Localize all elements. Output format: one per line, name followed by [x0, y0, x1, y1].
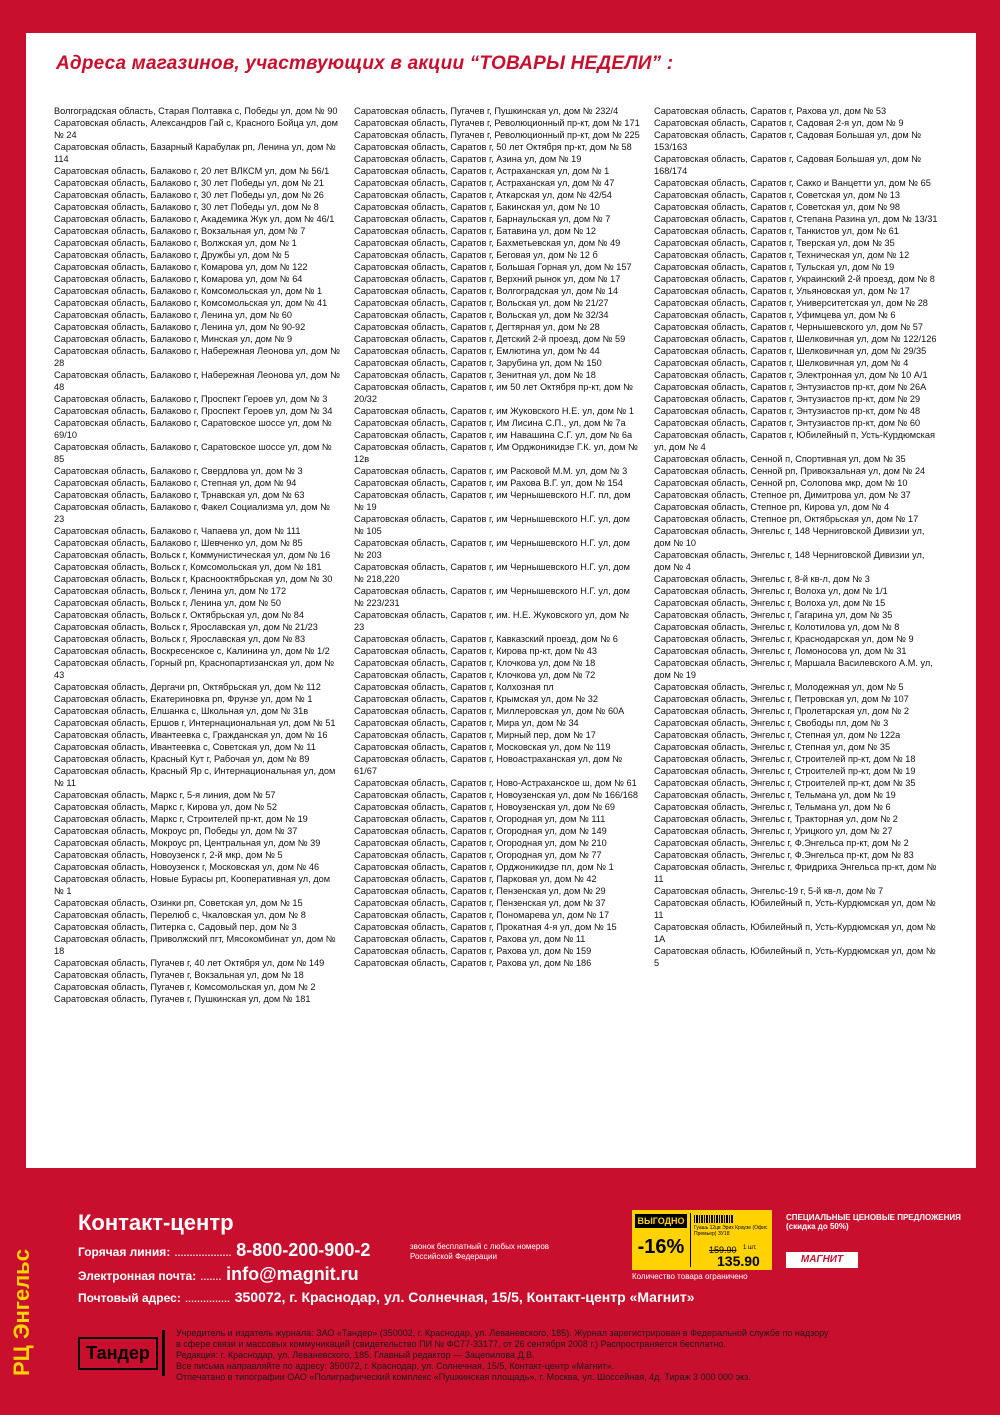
store-address: Саратовская область, Энгельс г, Строителей пр-кт, дом № 19 [654, 766, 916, 776]
promo-new-price: 135.90 [717, 1253, 760, 1269]
hotline-row [78, 1240, 370, 1261]
store-address: Саратовская область, Саратов г, Энтузиастов пр-кт, дом № 29 [654, 394, 921, 404]
store-address: Саратовская область, Горный рп, Краснопартизанская ул, дом № 43 [54, 658, 335, 680]
store-address: Саратовская область, Пугачев г, 40 лет Октября ул, дом № 149 [54, 958, 325, 968]
store-address: Саратовская область, Саратов г, Шелковичная ул, дом № 122/126 [654, 334, 937, 344]
postal-label: Почтовый адрес: [78, 1291, 181, 1305]
store-address: Саратовская область, Саратов г, Тверская ул, дом № 35 [654, 238, 895, 248]
store-address: Саратовская область, Вольск г, Ленина ул, дом № 172 [54, 586, 287, 596]
store-address: Саратовская область, Саратов г, Рахова ул, дом № 53 [654, 106, 887, 116]
address-panel [26, 33, 976, 1168]
store-address: Саратовская область, Саратов г, Тульская ул, дом № 19 [654, 262, 895, 272]
page-title: Адреса магазинов, участвующих в акции “ТОВАРЫ НЕДЕЛИ” : [56, 53, 674, 74]
store-address: Саратовская область, Балаково г, 30 лет Победы ул, дом № 8 [54, 202, 319, 212]
store-address: Саратовская область, Энгельс г, Молодежная ул, дом № 5 [654, 682, 904, 692]
store-address: Саратовская область, Саратов г, им Чернышевского Н.Г. пл, дом № 19 [354, 490, 631, 512]
postal-dots: ............... [185, 1294, 231, 1304]
promo-caption: Количество товара ограничено [632, 1272, 748, 1281]
store-address: Саратовская область, Красный Кут г, Рабочая ул, дом № 89 [54, 754, 310, 764]
email-link[interactable]: info@magnit.ru [226, 1264, 359, 1284]
store-address: Саратовская область, Вольск г, Ярославская ул, дом № 83 [54, 634, 306, 644]
store-address: Саратовская область, Юбилейный п, Усть-Курдюмская ул, дом № 11 [654, 898, 936, 920]
price-tag-right [690, 1213, 770, 1267]
price-tag-sample [632, 1210, 772, 1270]
store-address: Саратовская область, Балаково г, 30 лет Победы ул, дом № 26 [54, 190, 324, 200]
hotline-phone[interactable]: 8-800-200-900-2 [236, 1240, 371, 1260]
publisher-info [176, 1328, 976, 1383]
store-address: Саратовская область, Энгельс г, Тракторная ул, дом № 2 [654, 814, 898, 824]
store-address: Саратовская область, Саратов г, Танкистов ул, дом № 61 [654, 226, 899, 236]
store-address: Саратовская область, Саратов г, Кирова пр-кт, дом № 43 [354, 646, 597, 656]
store-address: Саратовская область, Энгельс-19 г, 5-й кв-л, дом № 7 [654, 886, 884, 896]
publisher-line: Редакция: г. Краснодар, ул. Леваневского, 185. Главный редактор — Зацепилова Д.В. [176, 1350, 535, 1360]
publisher-line: в сфере связи и массовых коммуникаций (свидетельство ПИ № ФС77-33177, от 26 сентября 2008 г.) Распространяется бесплатно. [176, 1339, 726, 1349]
store-address: Саратовская область, Энгельс г, 8-й кв-л, дом № 3 [654, 574, 870, 584]
store-address: Саратовская область, Балаково г, Минская ул, дом № 9 [54, 334, 293, 344]
store-address: Саратовская область, Саратов г, Огородная ул, дом № 77 [354, 850, 602, 860]
store-address: Саратовская область, Энгельс г, Волоха ул, дом № 1/1 [654, 586, 888, 596]
publisher-line: Все письма направляйте по адресу: 350072, г. Краснодар, ул. Солнечная, 15/5, Контакт-центр «Магнит». [176, 1361, 614, 1371]
store-address: Саратовская область, Саратов г, Новоузенская ул, дом № 69 [354, 802, 615, 812]
store-address: Саратовская область, Балаково г, Саратовское шоссе ул, дом № 85 [54, 442, 332, 464]
store-address: Саратовская область, Саратов г, Энтузиастов пр-кт, дом № 26А [654, 382, 927, 392]
store-address: Саратовская область, Саратов г, Техническая ул, дом № 12 [654, 250, 910, 260]
store-address: Саратовская область, Саратов г, Зенитная ул, дом № 18 [354, 370, 596, 380]
store-address: Саратовская область, Энгельс г, Степная ул, дом № 122а [654, 730, 901, 740]
store-address: Саратовская область, Балаково г, Набережная Леонова ул, дом № 28 [54, 346, 340, 368]
store-address: Саратовская область, Пугачев г, Революционный пр-кт, дом № 225 [354, 130, 640, 140]
store-address: Саратовская область, Энгельс г, Строителей пр-кт, дом № 18 [654, 754, 916, 764]
store-address: Саратовская область, Саратов г, Рахова ул, дом № 159 [354, 946, 592, 956]
tander-logo [78, 1330, 158, 1376]
store-address: Саратовская область, Саратов г, Огородная ул, дом № 149 [354, 826, 607, 836]
store-address: Саратовская область, Балаково г, Комсомольская ул, дом № 41 [54, 298, 328, 308]
store-address: Саратовская область, Пугачев г, Пушкинская ул, дом № 232/4 [354, 106, 619, 116]
promo-word: ВЫГОДНО [635, 1214, 687, 1228]
publisher-line: Учредитель и издатель журнала: ЗАО «Тандер» (350002, г. Краснодар, ул. Леваневского, 185). Журнал зарегистрирован в Федеральной службе по надзору [176, 1328, 829, 1338]
store-address: Саратовская область, Саратов г, Электронная ул, дом № 10 А/1 [654, 370, 928, 380]
store-address: Саратовская область, Сенной рп, Солопова мкр, дом № 10 [654, 478, 908, 488]
store-address: Саратовская область, Саратов г, им Чернышевского Н.Г. ул, дом № 218,220 [354, 562, 630, 584]
store-address: Саратовская область, Саратов г, Бахметьевская ул, дом № 49 [354, 238, 621, 248]
store-address: Саратовская область, Питерка с, Садовый пер, дом № 3 [54, 922, 297, 932]
store-address: Саратовская область, Балаково г, Волжская ул, дом № 1 [54, 238, 297, 248]
store-address: Саратовская область, Энгельс г, Строителей пр-кт, дом № 35 [654, 778, 916, 788]
special-title: СПЕЦИАЛЬНЫЕ ЦЕНОВЫЕ ПРЕДЛОЖЕНИЯ [786, 1213, 961, 1222]
contact-center-title: Контакт-центр [78, 1210, 234, 1235]
store-address: Саратовская область, Вольск г, Комсомольская ул, дом № 181 [54, 562, 322, 572]
store-address: Саратовская область, Саратов г, Барнаульская ул, дом № 7 [354, 214, 611, 224]
price-tag-left [632, 1210, 688, 1270]
hotline-dots: ................... [174, 1248, 232, 1258]
store-address: Саратовская область, Балаково г, Комарова ул, дом № 122 [54, 262, 308, 272]
store-address: Саратовская область, Энгельс г, Фридриха Энгельса пр-кт, дом № 11 [654, 862, 937, 884]
store-address: Саратовская область, Елшанка с, Школьная ул, дом № 31в [54, 706, 309, 716]
store-address: Саратовская область, Саратов г, Огородная ул, дом № 111 [354, 814, 606, 824]
store-address: Саратовская область, Энгельс г, Петровская ул, дом № 107 [654, 694, 909, 704]
email-row [78, 1264, 359, 1285]
store-address: Саратовская область, Балаково г, Факел Социализма ул, дом № 23 [54, 502, 330, 524]
store-address: Саратовская область, Пугачев г, Пушкинская ул, дом № 181 [54, 994, 311, 1004]
store-address: Саратовская область, Балаково г, Комсомольская ул, дом № 1 [54, 286, 323, 296]
store-address: Саратовская область, Энгельс г, Маршала Василевского А.М. ул, дом № 19 [654, 658, 933, 680]
store-address: Саратовская область, Саратов г, им Рахова В.Г. ул, дом № 154 [354, 478, 623, 488]
store-address: Саратовская область, Саратов г, Пономарева ул, дом № 17 [354, 910, 610, 920]
postal-row [78, 1289, 694, 1307]
store-address: Саратовская область, Пугачев г, Вокзальная ул, дом № 18 [54, 970, 304, 980]
promo-old-price: 159.90 [709, 1245, 737, 1255]
store-address: Саратовская область, Саратов г, Пензенская ул, дом № 37 [354, 898, 606, 908]
store-address: Саратовская область, Саратов г, Зарубина ул, дом № 150 [354, 358, 602, 368]
store-address: Саратовская область, Саратов г, Уфимцева ул, дом № 6 [654, 310, 896, 320]
store-address: Саратовская область, Саратов г, Миллеровская ул, дом № 60А [354, 706, 625, 716]
address-column-2 [354, 105, 640, 969]
store-address: Саратовская область, Балаково г, 30 лет Победы ул, дом № 21 [54, 178, 324, 188]
store-address: Саратовская область, Ершов г, Интернациональная ул, дом № 51 [54, 718, 336, 728]
store-address: Саратовская область, Энгельс г, 148 Черниговской Дивизии ул, дом № 10 [654, 526, 925, 548]
store-address: Саратовская область, Саратов г, Батавина ул, дом № 12 [354, 226, 597, 236]
store-address: Саратовская область, Саратов г, Советская ул, дом № 98 [654, 202, 900, 212]
store-address: Саратовская область, Саратов г, Рахова ул, дом № 11 [354, 934, 586, 944]
store-address: Саратовская область, Саратов г, Мира ул, дом № 34 [354, 718, 579, 728]
promo-unit: 1 шт. [743, 1245, 757, 1251]
store-address: Саратовская область, Энгельс г, Краснодарская ул, дом № 9 [654, 634, 914, 644]
store-address: Саратовская область, Базарный Карабулак рп, Ленина ул, дом № 114 [54, 142, 336, 164]
address-column-3 [654, 105, 940, 969]
store-address: Саратовская область, Саратов г, Емлютина ул, дом № 44 [354, 346, 600, 356]
store-address: Саратовская область, Саратов г, Колхозная пл [354, 682, 554, 692]
store-address: Саратовская область, Балаково г, Комарова ул, дом № 64 [54, 274, 303, 284]
store-address: Саратовская область, Вольск г, Ленина ул, дом № 50 [54, 598, 282, 608]
store-address: Саратовская область, Энгельс г, 148 Черниговской Дивизии ул, дом № 4 [654, 550, 925, 572]
store-address: Саратовская область, Вольск г, Коммунистическая ул, дом № 16 [54, 550, 331, 560]
store-address: Саратовская область, Приволжский пгт, Мясокомбинат ул, дом № 18 [54, 934, 336, 956]
store-address: Саратовская область, Саратов г, Орджоникидзе пл, дом № 1 [354, 862, 614, 872]
store-address: Саратовская область, Саратов г, Ново-Астраханское ш, дом № 61 [354, 778, 637, 788]
store-address: Саратовская область, Энгельс г, Свободы пл, дом № 3 [654, 718, 889, 728]
store-address: Саратовская область, Екатериновка рп, Фрунзе ул, дом № 1 [54, 694, 313, 704]
store-address: Саратовская область, Саратов г, им Чернышевского Н.Г. ул, дом № 223/231 [354, 586, 630, 608]
address-column-1 [54, 105, 340, 1005]
store-address: Саратовская область, Саратов г, Новоастраханская ул, дом № 61/67 [354, 754, 623, 776]
store-address: Саратовская область, Вольск г, Краснооктябрьская ул, дом № 30 [54, 574, 333, 584]
store-address: Саратовская область, Энгельс г, Волоха ул, дом № 15 [654, 598, 886, 608]
store-address: Саратовская область, Степное рп, Октябрьская ул, дом № 17 [654, 514, 919, 524]
store-address: Саратовская область, Сенной п, Спортивная ул, дом № 35 [654, 454, 906, 464]
store-address: Саратовская область, Балаково г, Свердлова ул, дом № 3 [54, 466, 303, 476]
store-address: Саратовская область, Саратов г, Детский 2-й проезд, дом № 59 [354, 334, 626, 344]
store-address: Саратовская область, Саратов г, Энтузиастов пр-кт, дом № 60 [654, 418, 921, 428]
special-discount: (скидка до 50%) [786, 1222, 849, 1231]
store-address: Саратовская область, Энгельс г, Урицкого ул, дом № 27 [654, 826, 893, 836]
store-address: Саратовская область, Сенной рп, Привокзальная ул, дом № 24 [654, 466, 926, 476]
store-address: Саратовская область, Энгельс г, Ломоносова ул, дом № 31 [654, 646, 907, 656]
store-address: Саратовская область, Маркс г, 5-я линия, дом № 57 [54, 790, 276, 800]
store-address: Саратовская область, Балаково г, Трнавская ул, дом № 63 [54, 490, 305, 500]
store-address: Волгоградская область, Старая Полтавка с, Победы ул, дом № 90 [54, 106, 338, 116]
store-address: Саратовская область, Ивантеевка с, Советская ул, дом № 11 [54, 742, 316, 752]
store-address: Саратовская область, Саратов г, Ульяновская ул, дом № 17 [654, 286, 910, 296]
store-address: Саратовская область, Саратов г, Астраханская ул, дом № 1 [354, 166, 610, 176]
store-address: Саратовская область, Саратов г, Крымская ул, дом № 32 [354, 694, 598, 704]
store-address: Саратовская область, Мокроус рп, Центральная ул, дом № 39 [54, 838, 321, 848]
store-address: Саратовская область, Саратов г, Аткарская ул, дом № 42/54 [354, 190, 612, 200]
store-address: Саратовская область, Энгельс г, Ф.Энгельса пр-кт, дом № 2 [654, 838, 909, 848]
store-address: Саратовская область, Саратов г, Шелковичная ул, дом № 4 [654, 358, 909, 368]
store-address: Саратовская область, Саратов г, Степана Разина ул, дом № 13/31 [654, 214, 938, 224]
store-address: Саратовская область, Саратов г, Рахова ул, дом № 186 [354, 958, 592, 968]
store-address: Саратовская область, Саратов г, Пензенская ул, дом № 29 [354, 886, 606, 896]
store-address: Саратовская область, Саратов г, Верхний рынок ул, дом № 17 [354, 274, 621, 284]
store-address: Саратовская область, Саратов г, Украинский 2-й проезд, дом № 8 [654, 274, 935, 284]
store-address: Саратовская область, Энгельс г, Тельмана ул, дом № 6 [654, 802, 891, 812]
publisher-line: Отпечатано в типографии ОАО «Полиграфический комплекс «Пушкинская площадь», г. Москва, ул. Шосcейная, 4д. Тираж 3 000 000 экз. [176, 1372, 751, 1382]
store-address: Саратовская область, Саратов г, Азина ул, дом № 19 [354, 154, 582, 164]
magnit-logo: МАГНИТ [786, 1252, 858, 1268]
store-address: Саратовская область, Саратов г, им Чернышевского Н.Г. ул, дом № 105 [354, 514, 630, 536]
store-address: Саратовская область, Маркс г, Строителей пр-кт, дом № 19 [54, 814, 308, 824]
store-address: Саратовская область, Энгельс г, Гагарина ул, дом № 35 [654, 610, 893, 620]
store-address: Саратовская область, Саратов г, им Жуковского Н.Е. ул, дом № 1 [354, 406, 635, 416]
store-address: Саратовская область, Александров Гай с, Красного Бойца ул, дом № 24 [54, 118, 338, 140]
postal-address: 350072, г. Краснодар, ул. Солнечная, 15/5, Контакт-центр «Магнит» [234, 1289, 695, 1305]
store-address: Саратовская область, Юбилейный п, Усть-Курдюмская ул, дом № 5 [654, 946, 936, 968]
store-address: Саратовская область, Балаково г, Дружбы ул, дом № 5 [54, 250, 290, 260]
store-address: Саратовская область, Саратов г, Мирный пер, дом № 17 [354, 730, 596, 740]
email-dots: ....... [200, 1272, 222, 1282]
store-address: Саратовская область, Красный Яр с, Интернациональная ул, дом № 11 [54, 766, 336, 788]
store-address: Саратовская область, Перелюб с, Чкаловская ул, дом № 8 [54, 910, 306, 920]
store-address: Саратовская область, Саратов г, Им Лисина С.П., ул, дом № 7а [354, 418, 626, 428]
store-address: Саратовская область, Пугачев г, Революционный пр-кт, дом № 171 [354, 118, 640, 128]
store-address: Саратовская область, Саратов г, Энтузиастов пр-кт, дом № 48 [654, 406, 921, 416]
store-address: Саратовская область, Балаково г, Саратовское шоссе ул, дом № 69/10 [54, 418, 332, 440]
store-address: Саратовская область, Саратов г, Сакко и Ванцетти ул, дом № 65 [654, 178, 931, 188]
store-address: Саратовская область, Саратов г, Беговая ул, дом № 12 б [354, 250, 598, 260]
store-address: Саратовская область, Мокроус рп, Победы ул, дом № 37 [54, 826, 298, 836]
store-address: Саратовская область, Балаково г, Шевченко ул, дом № 85 [54, 538, 303, 548]
promo-product: Гуашь 12цв Эрих Краузе (Офис Премьер) ЗУ18 [694, 1225, 768, 1237]
store-address: Саратовская область, Юбилейный п, Усть-Курдюмская ул, дом № 1А [654, 922, 936, 944]
store-address: Саратовская область, Энгельс г, Колотилова ул, дом № 8 [654, 622, 900, 632]
store-address: Саратовская область, Саратов г, Шелковичная ул, дом № 29/35 [654, 346, 927, 356]
store-address: Саратовская область, Балаково г, Ленина ул, дом № 90-92 [54, 322, 306, 332]
store-address: Саратовская область, Новоузенск г, 2-й мкр, дом № 5 [54, 850, 283, 860]
email-label: Электронная почта: [78, 1269, 197, 1283]
store-address: Саратовская область, Энгельс г, Пролетарская ул, дом № 2 [654, 706, 909, 716]
store-address: Саратовская область, Саратов г, Московская ул, дом № 119 [354, 742, 611, 752]
store-address: Саратовская область, Саратов г, Прокатная 4-я ул, дом № 15 [354, 922, 617, 932]
store-address: Саратовская область, Саратов г, Волгоградская ул, дом № 14 [354, 286, 619, 296]
store-address: Саратовская область, Саратов г, Клочкова ул, дом № 72 [354, 670, 596, 680]
store-address: Саратовская область, Саратов г, Кавказский проезд, дом № 6 [354, 634, 618, 644]
store-address: Саратовская область, Саратов г, Юбилейный п, Усть-Курдюмская ул, дом № 4 [654, 430, 935, 452]
special-body: отмечены желтыми ценниками. Подробную информацию можно найти в журнале [786, 1222, 964, 1249]
store-address: Саратовская область, Новоузенск г, Московская ул, дом № 46 [54, 862, 320, 872]
special-offers-note [786, 1213, 966, 1249]
store-address: Саратовская область, Новые Бурасы рп, Кооперативная ул, дом № 1 [54, 874, 331, 896]
store-address: Саратовская область, Балаково г, 20 лет ВЛКСМ ул, дом № 56/1 [54, 166, 330, 176]
store-address: Саратовская область, Саратов г, Вольская ул, дом № 21/27 [354, 298, 609, 308]
store-address: Саратовская область, Саратов г, им Навашина С.Г. ул, дом № 6а [354, 430, 633, 440]
store-address: Саратовская область, Энгельс г, Степная ул, дом № 35 [654, 742, 891, 752]
store-address: Саратовская область, Дергачи рп, Октябрьская ул, дом № 112 [54, 682, 321, 692]
store-address: Саратовская область, Саратов г, Им Орджоникидзе Г.К. ул, дом № 12в [354, 442, 638, 464]
store-address: Саратовская область, Балаково г, Проспект Героев ул, дом № 3 [54, 394, 328, 404]
rc-label: РЦ Энгельс [9, 1249, 34, 1377]
store-address: Саратовская область, Балаково г, Проспект Героев ул, дом № 34 [54, 406, 333, 416]
store-address: Саратовская область, Саратов г, Садовая Большая ул, дом № 168/174 [654, 154, 922, 176]
store-address: Саратовская область, Энгельс г, Тельмана ул, дом № 19 [654, 790, 896, 800]
store-address: Саратовская область, Вольск г, Октябрьская ул, дом № 84 [54, 610, 305, 620]
store-address: Саратовская область, Саратов г, Клочкова ул, дом № 18 [354, 658, 596, 668]
store-address: Саратовская область, Саратов г, Новоузенская ул, дом № 166/168 [354, 790, 638, 800]
store-address: Саратовская область, Балаково г, Вокзальная ул, дом № 7 [54, 226, 306, 236]
promo-percent: -16% [637, 1236, 685, 1258]
store-address: Саратовская область, Саратов г, Садовая 2-я ул, дом № 9 [654, 118, 904, 128]
store-address: Саратовская область, Степное рп, Димитрова ул, дом № 37 [654, 490, 911, 500]
store-address: Саратовская область, Озинки рп, Советская ул, дом № 15 [54, 898, 303, 908]
store-address: Саратовская область, Энгельс г, Ф.Энгельса пр-кт, дом № 83 [654, 850, 914, 860]
store-address: Саратовская область, Саратов г, им Чернышевского Н.Г. ул, дом № 203 [354, 538, 630, 560]
tander-logo-text: Тандер [78, 1337, 158, 1370]
store-address: Саратовская область, Воскресенское с, Калинина ул, дом № 1/2 [54, 646, 330, 656]
store-address: Саратовская область, Ивантеевка с, Гражданская ул, дом № 16 [54, 730, 328, 740]
store-address: Саратовская область, Маркс г, Кирова ул, дом № 52 [54, 802, 277, 812]
store-address: Саратовская область, Саратов г, Бакинская ул, дом № 10 [354, 202, 600, 212]
store-address: Саратовская область, Саратов г, Советская ул, дом № 13 [654, 190, 900, 200]
free-call-note: звонок бесплатный с любых номеров Российской Федерации [410, 1242, 550, 1261]
store-address: Саратовская область, Саратов г, им 50 лет Октября пр-кт, дом № 20/32 [354, 382, 633, 404]
store-address: Саратовская область, Саратов г, им Расковой М.М. ул, дом № 3 [354, 466, 628, 476]
hotline-label: Горячая линия: [78, 1245, 171, 1259]
store-address: Саратовская область, Саратов г, им. Н.Е. Жуковского ул, дом № 23 [354, 610, 629, 632]
store-address: Саратовская область, Саратов г, Садовая Большая ул, дом № 153/163 [654, 130, 922, 152]
store-address: Саратовская область, Пугачев г, Комсомольская ул, дом № 2 [54, 982, 316, 992]
barcode-icon [694, 1215, 734, 1223]
store-address: Саратовская область, Саратов г, Чернышевского ул, дом № 57 [654, 322, 924, 332]
store-address: Саратовская область, Саратов г, Огородная ул, дом № 210 [354, 838, 607, 848]
store-address: Саратовская область, Балаково г, Ленина ул, дом № 60 [54, 310, 292, 320]
store-address: Саратовская область, Саратов г, Парковая ул, дом № 42 [354, 874, 597, 884]
store-address: Саратовская область, Саратов г, Вольская ул, дом № 32/34 [354, 310, 609, 320]
store-address: Саратовская область, Степное рп, Кирова ул, дом № 4 [654, 502, 890, 512]
store-address: Саратовская область, Балаково г, Академика Жук ул, дом № 46/1 [54, 214, 335, 224]
store-address: Саратовская область, Балаково г, Чапаева ул, дом № 111 [54, 526, 301, 536]
store-address: Саратовская область, Саратов г, 50 лет Октября пр-кт, дом № 58 [354, 142, 632, 152]
store-address: Саратовская область, Саратов г, Астраханская ул, дом № 47 [354, 178, 615, 188]
store-address: Саратовская область, Балаково г, Степная ул, дом № 94 [54, 478, 297, 488]
store-address: Саратовская область, Саратов г, Дегтярная ул, дом № 28 [354, 322, 600, 332]
store-address: Саратовская область, Саратов г, Университетская ул, дом № 28 [654, 298, 928, 308]
tander-divider [162, 1330, 165, 1376]
store-address: Саратовская область, Саратов г, Большая Горная ул, дом № 157 [354, 262, 632, 272]
store-address: Саратовская область, Балаково г, Набережная Леонова ул, дом № 48 [54, 370, 340, 392]
store-address: Саратовская область, Вольск г, Ярославская ул, дом № 21/23 [54, 622, 318, 632]
